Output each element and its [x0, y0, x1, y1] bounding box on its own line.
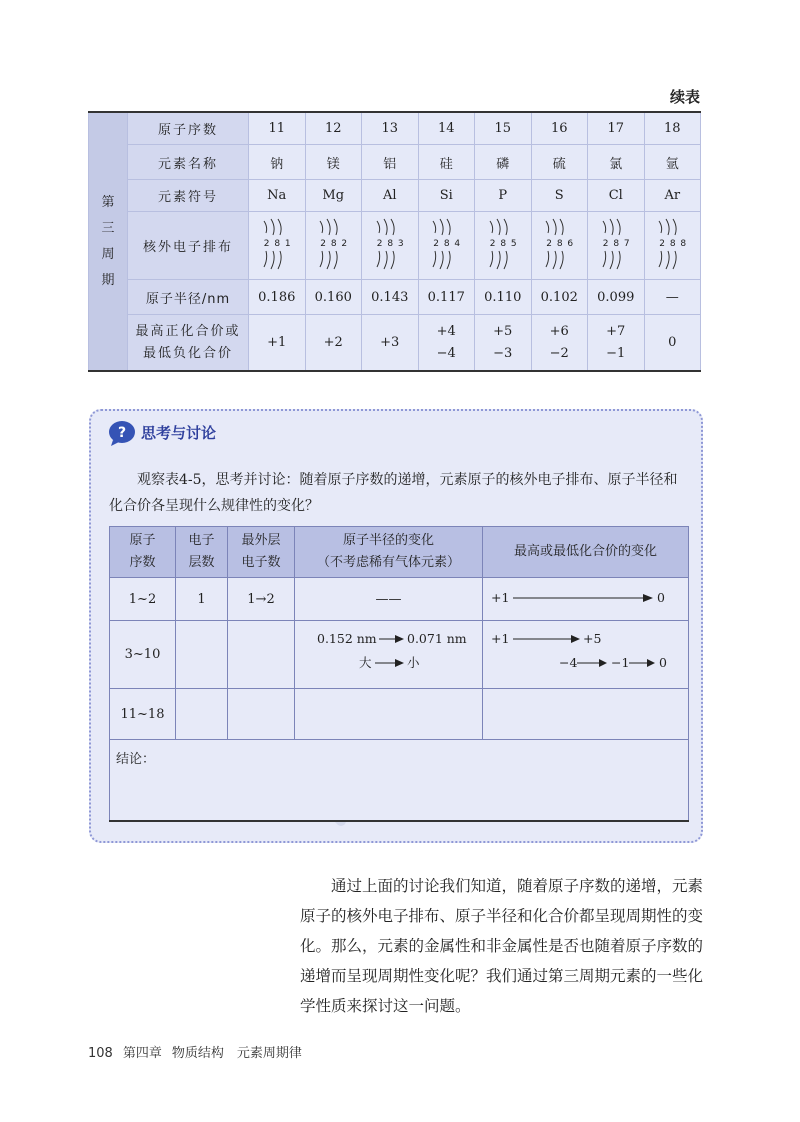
outer-electrons-cell — [228, 621, 295, 689]
shell-counts: 2 8 8 — [659, 238, 688, 249]
valence-change-cell — [483, 578, 689, 621]
shell-counts: 2 8 4 — [433, 238, 462, 249]
element-name-cell: 钠 — [249, 145, 306, 180]
header-line: 原子 — [129, 533, 156, 548]
header-radius-change — [295, 527, 483, 578]
valence-neg-label: −1 — [611, 655, 630, 670]
element-symbol-cell: S — [531, 180, 588, 212]
page-footer — [88, 1042, 312, 1061]
valence-label-line: 最低负化合价 — [142, 345, 233, 361]
header-line: 层数 — [188, 555, 215, 570]
atomic-number-cell: 18 — [644, 112, 701, 145]
header-line: 序数 — [129, 555, 156, 570]
radius-change-cell — [295, 621, 483, 689]
electron-shell-diagram — [258, 217, 296, 271]
valence-arrow — [483, 578, 689, 616]
conclusion-label: 结论： — [116, 752, 156, 767]
electron-config-cell — [249, 212, 306, 280]
header-line: （不考虑稀有气体元素） — [316, 555, 460, 570]
valence-arrow — [483, 621, 689, 684]
body-paragraph: 通过上面的讨论我们知道，随着原子序数的递增，元素原子的核外电子排布、原子半径和化合价都呈现周期性的变化。那么，元素的金属性和非金属性是否也随着原子序数的递增而呈现周期性变化呢？我们通过第三周期元素的一些化学性质来探讨这一问题。 — [300, 877, 704, 1015]
atomic-radius-cell: — — [644, 280, 701, 315]
chapter-number: 第四章 — [122, 1046, 162, 1061]
row-label-element-symbol: 元素符号 — [128, 180, 249, 212]
valence-start-label: +1 — [491, 590, 510, 605]
valence-value: +6 — [549, 323, 569, 339]
header-line: 电子数 — [241, 555, 281, 570]
valence-value: 0 — [668, 334, 677, 350]
shell-counts: 2 8 2 — [320, 238, 349, 249]
period-label-char: 周 — [101, 246, 115, 262]
period-label-char: 三 — [101, 220, 115, 236]
radius-change-cell[interactable] — [295, 689, 483, 740]
valence-cell — [475, 315, 532, 372]
valence-value: −3 — [493, 345, 513, 361]
discussion-box — [89, 409, 703, 843]
valence-end-label: 0 — [657, 590, 665, 605]
row-label-element-name: 元素名称 — [128, 145, 249, 180]
shell-counts: 2 8 7 — [602, 238, 631, 249]
range-cell: 1~2 — [110, 578, 176, 621]
valence-neg-label: −4 — [559, 655, 578, 670]
outer-electrons-cell: 1→2 — [228, 578, 295, 621]
atomic-radius-cell: 0.186 — [249, 280, 306, 315]
element-name-cell: 铝 — [362, 145, 419, 180]
shell-count-cell: 1 — [176, 578, 228, 621]
element-name-cell: 磷 — [475, 145, 532, 180]
continue-label: 续表 — [669, 88, 700, 106]
valence-value: +7 — [606, 323, 626, 339]
element-symbol-cell: Na — [249, 180, 306, 212]
valence-cell — [531, 315, 588, 372]
atomic-number-cell: 16 — [531, 112, 588, 145]
header-shell-count — [176, 527, 228, 578]
range-cell: 11~18 — [110, 689, 176, 740]
electron-shell-diagram — [540, 217, 578, 271]
radius-from-label: 0.152 nm — [317, 631, 377, 646]
electron-shell-diagram — [427, 217, 465, 271]
valence-change-cell — [483, 621, 689, 689]
atomic-number-cell: 15 — [475, 112, 532, 145]
atomic-radius-cell: 0.110 — [475, 280, 532, 315]
electron-config-cell — [305, 212, 362, 280]
size-to-label: 小 — [407, 655, 420, 670]
electron-config-cell — [531, 212, 588, 280]
discussion-table — [109, 526, 689, 822]
discussion-title: 思考与讨论 — [141, 424, 217, 442]
period-label-char: 期 — [101, 272, 115, 288]
atomic-radius-cell: 0.117 — [418, 280, 475, 315]
atomic-number-cell: 12 — [305, 112, 362, 145]
radius-arrow — [295, 621, 483, 684]
header-line: 最外层 — [241, 533, 281, 548]
valence-label-line: 最高正化合价或 — [135, 323, 241, 339]
atomic-radius-cell: 0.160 — [305, 280, 362, 315]
electron-shell-diagram — [653, 217, 691, 271]
element-symbol-cell: P — [475, 180, 532, 212]
shell-counts: 2 8 1 — [263, 238, 292, 249]
element-symbol-cell: Cl — [588, 180, 645, 212]
atomic-number-cell: 13 — [362, 112, 419, 145]
electron-config-cell — [588, 212, 645, 280]
shell-counts: 2 8 6 — [546, 238, 575, 249]
row-label-atomic-radius: 原子半径/nm — [128, 280, 249, 315]
valence-neg-label: 0 — [659, 655, 667, 670]
electron-shell-diagram — [484, 217, 522, 271]
shell-counts: 2 8 5 — [489, 238, 518, 249]
electron-config-cell — [475, 212, 532, 280]
period-label-char: 第 — [101, 194, 115, 210]
electron-shell-diagram — [314, 217, 352, 271]
electron-shell-diagram — [597, 217, 635, 271]
valence-value: −2 — [549, 345, 569, 361]
header-atomic-number — [110, 527, 176, 578]
valence-change-cell[interactable] — [483, 689, 689, 740]
valence-cell — [249, 315, 306, 372]
row-label-valence — [128, 315, 249, 372]
element-name-cell: 氩 — [644, 145, 701, 180]
element-name-cell: 氯 — [588, 145, 645, 180]
outer-electrons-cell[interactable] — [228, 689, 295, 740]
atomic-number-cell: 14 — [418, 112, 475, 145]
radius-change-cell: —— — [295, 578, 483, 621]
header-outer-electrons — [228, 527, 295, 578]
electron-config-cell — [362, 212, 419, 280]
valence-value: +3 — [380, 334, 400, 350]
header-line: 电子 — [188, 533, 215, 548]
chapter-title: 物质结构 元素周期律 — [171, 1046, 302, 1061]
element-symbol-cell: Mg — [305, 180, 362, 212]
valence-value: +4 — [436, 323, 456, 339]
valence-value: +5 — [493, 323, 513, 339]
atomic-number-cell: 11 — [249, 112, 306, 145]
electron-config-cell — [644, 212, 701, 280]
atomic-radius-cell: 0.099 — [588, 280, 645, 315]
header-valence-change: 最高或最低化合价的变化 — [483, 527, 689, 578]
conclusion-cell[interactable] — [110, 740, 689, 822]
valence-cell — [588, 315, 645, 372]
valence-end-label: +5 — [583, 631, 602, 646]
valence-value: +1 — [267, 334, 287, 350]
size-from-label: 大 — [359, 655, 372, 670]
page-number: 108 — [88, 1046, 113, 1061]
valence-value: +2 — [323, 334, 343, 350]
element-name-cell: 镁 — [305, 145, 362, 180]
electron-shell-diagram — [371, 217, 409, 271]
shell-count-cell[interactable] — [176, 689, 228, 740]
valence-value: −1 — [606, 345, 626, 361]
valence-value: −4 — [436, 345, 456, 361]
valence-cell — [305, 315, 362, 372]
question-speech-icon — [107, 420, 137, 446]
valence-cell — [644, 315, 701, 372]
atomic-number-cell: 17 — [588, 112, 645, 145]
element-symbol-cell: Ar — [644, 180, 701, 212]
body-paragraph-block — [300, 871, 708, 1021]
radius-to-label: 0.071 nm — [407, 631, 467, 646]
header-line: 原子半径的变化 — [342, 533, 434, 548]
valence-cell — [418, 315, 475, 372]
period-label — [89, 112, 128, 371]
range-cell: 3~10 — [110, 621, 176, 689]
electron-config-cell — [418, 212, 475, 280]
shell-counts: 2 8 3 — [376, 238, 405, 249]
valence-start-label: +1 — [491, 631, 510, 646]
element-name-cell: 硅 — [418, 145, 475, 180]
atomic-radius-cell: 0.143 — [362, 280, 419, 315]
discussion-prompt: 观察表4-5，思考并讨论：随着原子序数的递增，元素原子的核外电子排布、原子半径和化合价各呈现什么规律性的变化？ — [109, 472, 678, 514]
shell-count-cell — [176, 621, 228, 689]
svg-text:?: ? — [117, 425, 127, 441]
element-name-cell: 硫 — [531, 145, 588, 180]
period-three-table — [88, 111, 701, 372]
row-label-electron-config: 核外电子排布 — [128, 212, 249, 280]
valence-cell — [362, 315, 419, 372]
row-label-atomic-number: 原子序数 — [128, 112, 249, 145]
atomic-radius-cell: 0.102 — [531, 280, 588, 315]
element-symbol-cell: Al — [362, 180, 419, 212]
element-symbol-cell: Si — [418, 180, 475, 212]
